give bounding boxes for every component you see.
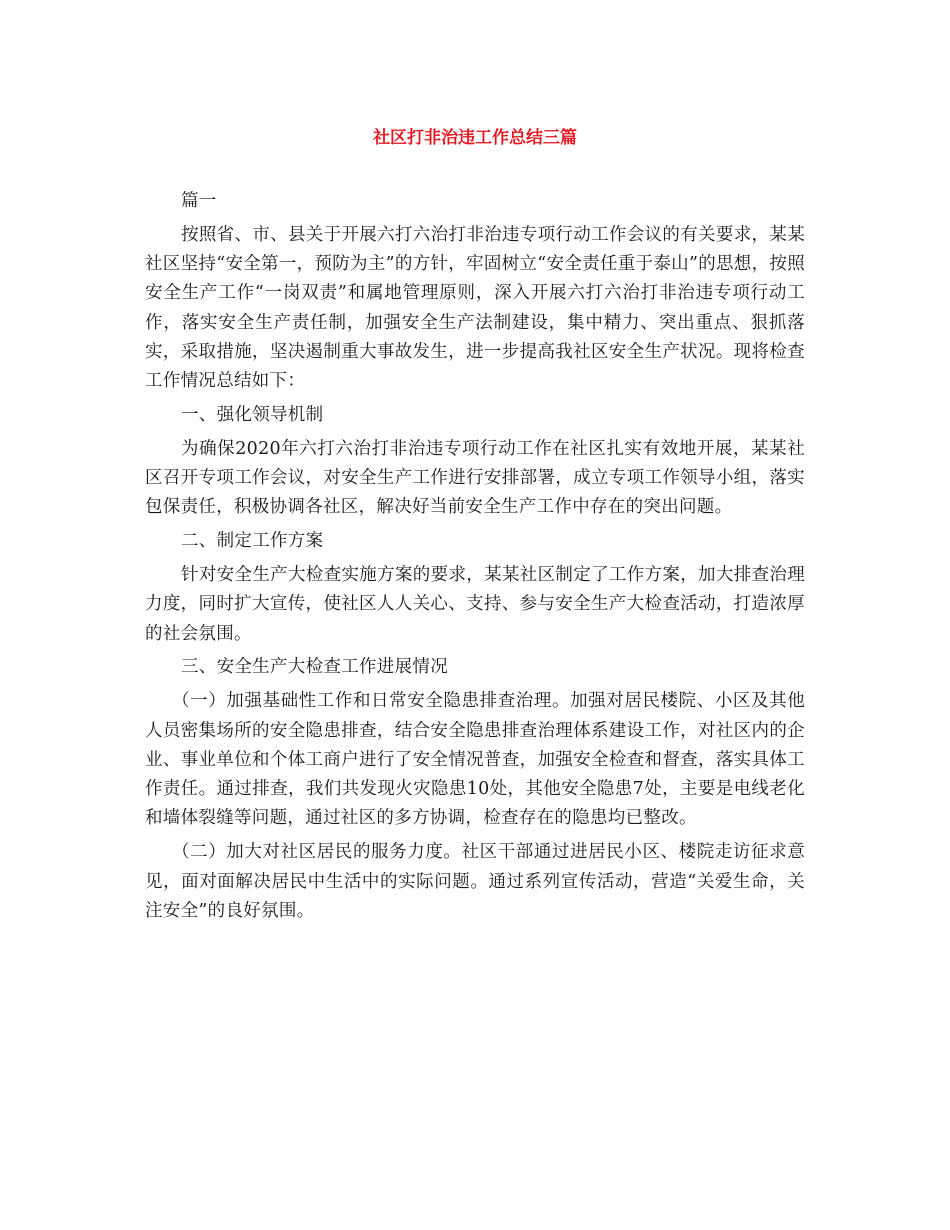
section-heading-leadership: 一、强化领导机制 (181, 405, 324, 426)
section-heading-progress: 三、安全生产大检查工作进展情况 (181, 657, 448, 678)
leadership-paragraph: 为确保2020年六打六治打非治违专项行动工作在社区扎实有效地开展，某某社区召开专项工作会议，对安全生产工作进行安排部署，成立专项工作领导小组，落实包保责任，积极协调各社区，解决好当前安全生产工作中存在的突出问题。 (145, 438, 805, 518)
document-title: 社区打非治违工作总结三篇 (373, 128, 577, 148)
section-heading-work-plan: 二、制定工作方案 (181, 531, 324, 552)
work-plan-paragraph: 针对安全生产大检查实施方案的要求，某某社区制定了工作方案，加大排查治理力度，同时扩大宣传，使社区人人关心、支持、参与安全生产大检查活动，打造浓厚的社会氛围。 (145, 565, 805, 644)
intro-paragraph: 按照省、市、县关于开展六打六治打非治违专项行动工作会议的有关要求，某某社区坚持“安全第一，预防为主”的方针，牢固树立“安全责任重于泰山”的思想，按照安全生产工作“一岗双责”和属地管理原则，深入开展六打六治打非治违专项行动工作，落实安全生产责任制，加强安全生产法制建设，集中精力、突出重点、狠抓落实，采取措施，坚决遏制重大事故发生，进一步提高我社区安全生产状况。现将检查工作情况总结如下： (145, 224, 805, 392)
progress-item-two-paragraph: （二）加大对社区居民的服务力度。社区干部通过进居民小区、楼院走访征求意见，面对面解决居民中生活中的实际问题。通过系列宣传活动，营造“关爱生命，关注安全”的良好氛围。 (145, 842, 805, 921)
section-heading-part-one: 篇一 (181, 191, 217, 211)
progress-item-one-paragraph: （一）加强基础性工作和日常安全隐患排查治理。加强对居民楼院、小区及其他人员密集场所的安全隐患排查，结合安全隐患排查治理体系建设工作，对社区内的企业、事业单位和个体工商户进行了安全情况普查，加强安全检查和督查，落实具体工作责任。通过排查，我们共发现火灾隐患10处，其他安全隐患7处，主要是电线老化和墙体裂缝等问题，通过社区的多方协调，检查存在的隐患均已整改。 (145, 691, 805, 829)
